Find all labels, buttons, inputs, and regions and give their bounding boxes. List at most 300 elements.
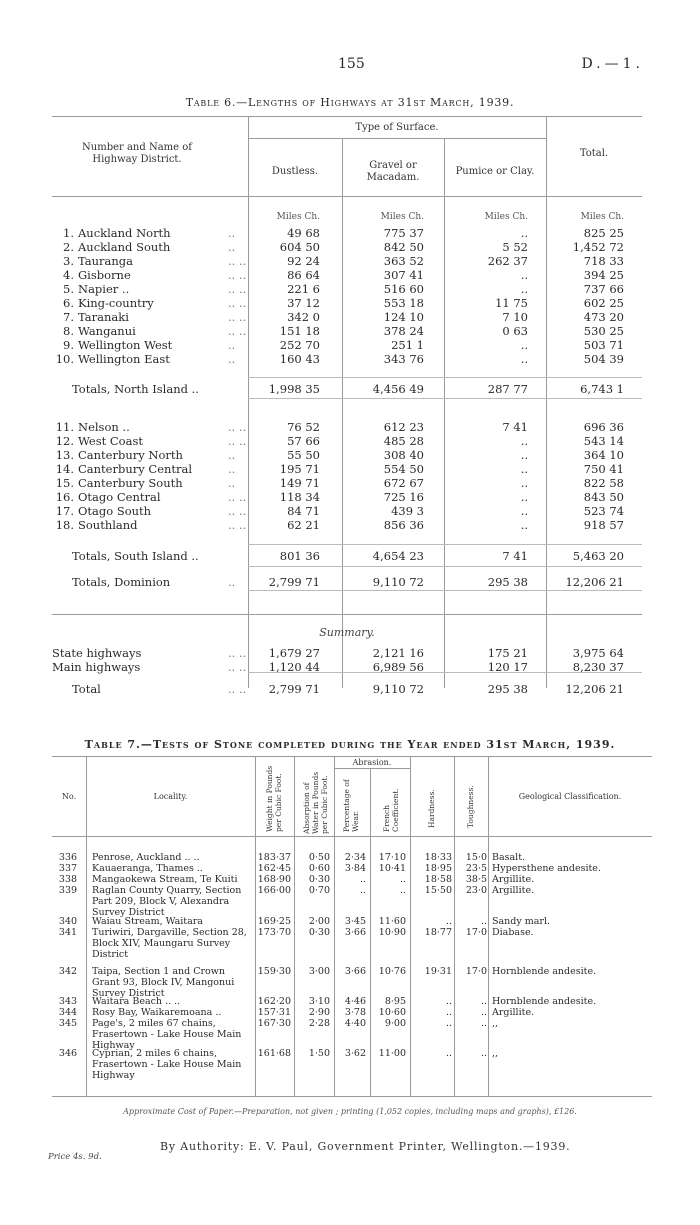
district-name bbox=[52, 282, 242, 296]
toughness-value: .. bbox=[480, 1018, 487, 1029]
total-value: 825 25 bbox=[583, 226, 624, 240]
weight-value: 161·68 bbox=[257, 1048, 291, 1059]
district-name bbox=[52, 240, 242, 254]
test-number: 344 bbox=[58, 1007, 78, 1018]
total-value: 12,206 21 bbox=[565, 575, 624, 589]
table6-row bbox=[52, 254, 642, 268]
district-label: Canterbury Central bbox=[78, 462, 193, 476]
locality: Turiwiri, Dargaville, Section 28, Block XIV, Maungaru Survey District bbox=[92, 927, 247, 960]
leader-dots: .. .. bbox=[228, 504, 247, 518]
weight-header: Weight in Pounds per Cubic Foot. bbox=[265, 765, 283, 832]
total-value: 602 25 bbox=[583, 296, 624, 310]
table6-row bbox=[52, 282, 642, 296]
locality: Penrose, Auckland .. .. bbox=[92, 852, 200, 863]
gravel-value: 612 23 bbox=[383, 420, 424, 434]
district-label: Totals, North Island .. bbox=[72, 382, 199, 396]
geological-header: Geological Classification. bbox=[518, 792, 622, 801]
leader-dots: .. bbox=[228, 462, 236, 476]
gravel-value: 672 67 bbox=[383, 476, 424, 490]
pumice-value: 295 38 bbox=[487, 682, 528, 696]
table6-row bbox=[52, 575, 642, 589]
geological-classification: Hornblende andesite. bbox=[492, 996, 597, 1007]
pumice-value: 7 10 bbox=[502, 310, 528, 324]
gravel-value: 856 36 bbox=[383, 518, 424, 532]
french-coefficient-value: 9·00 bbox=[384, 1018, 406, 1029]
dustless-value: 55 50 bbox=[287, 448, 320, 462]
dustless-header: Dustless. bbox=[271, 166, 319, 177]
gravel-value: 307 41 bbox=[383, 268, 424, 282]
leader-dots: .. .. bbox=[228, 434, 247, 448]
district-label: Wellington East bbox=[78, 352, 170, 366]
district-number: 5. bbox=[63, 282, 74, 296]
gravel-value: 4,456 49 bbox=[372, 382, 424, 396]
district-name bbox=[52, 448, 242, 462]
pumice-value: .. bbox=[520, 338, 528, 352]
leader-dots: .. .. bbox=[228, 310, 247, 324]
leader-dots: .. bbox=[228, 476, 236, 490]
district-number: 12. bbox=[55, 434, 74, 448]
dustless-value: 1,679 27 bbox=[268, 646, 320, 660]
table6-row bbox=[52, 462, 642, 476]
total-value: 504 39 bbox=[583, 352, 624, 366]
pumice-value: .. bbox=[520, 504, 528, 518]
absorption-header: Absorption of Water in Pounds per Cubic Foot. bbox=[302, 771, 329, 834]
gravel-value: 439 3 bbox=[391, 504, 424, 518]
toughness-value: .. bbox=[480, 916, 487, 927]
district-label: Wanganui bbox=[78, 324, 136, 338]
leader-dots: .. .. bbox=[228, 282, 247, 296]
abrasion-header: Abrasion. bbox=[352, 758, 392, 767]
dustless-value: 2,799 71 bbox=[268, 575, 320, 589]
district-number: 18. bbox=[55, 518, 74, 532]
pumice-value: 262 37 bbox=[487, 254, 528, 268]
geological-classification: Sandy marl. bbox=[492, 916, 551, 927]
dustless-value: 1,998 35 bbox=[268, 382, 320, 396]
locality: Page's, 2 miles 67 chains, Frasertown - Lake House Main Highway bbox=[92, 1018, 242, 1051]
leader-dots: .. .. bbox=[228, 682, 247, 696]
weight-value: 166·00 bbox=[257, 885, 291, 896]
district-label: Tauranga bbox=[78, 254, 134, 268]
leader-dots: .. bbox=[228, 240, 236, 254]
test-number: 341 bbox=[58, 927, 78, 938]
pumice-value: .. bbox=[520, 226, 528, 240]
district-name bbox=[52, 504, 242, 518]
wear-value: 4·40 bbox=[344, 1018, 366, 1029]
district-number: 11. bbox=[55, 420, 74, 434]
page-header bbox=[0, 56, 700, 76]
gravel-value: 775 37 bbox=[383, 226, 424, 240]
gravel-value: 9,110 72 bbox=[372, 575, 424, 589]
leader-dots: .. bbox=[228, 448, 236, 462]
total-value: 6,743 1 bbox=[580, 382, 624, 396]
weight-value: 159·30 bbox=[257, 966, 291, 977]
district-number: 13. bbox=[55, 448, 74, 462]
type-of-surface-header: Type of Surface. bbox=[355, 122, 439, 133]
absorption-value: 0·30 bbox=[308, 874, 330, 885]
absorption-value: 1·50 bbox=[308, 1048, 330, 1059]
toughness-value: 17·0 bbox=[465, 927, 487, 938]
district-number: 8. bbox=[63, 324, 74, 338]
dustless-value: 84 71 bbox=[287, 504, 320, 518]
total-value: 718 33 bbox=[583, 254, 624, 268]
gravel-value: 2,121 16 bbox=[372, 646, 424, 660]
total-value: 503 71 bbox=[583, 338, 624, 352]
table6-row bbox=[52, 226, 642, 240]
units-total: Miles Ch. bbox=[580, 212, 624, 222]
wear-value: 4·46 bbox=[344, 996, 366, 1007]
table6-row bbox=[52, 352, 642, 366]
table6-row bbox=[52, 448, 642, 462]
table6-title: Table 6.—Lengths of Highways at 31st March, 1939. bbox=[185, 96, 515, 109]
dustless-value: 160 43 bbox=[279, 352, 320, 366]
french-coefficient-value: .. bbox=[399, 885, 406, 896]
hardness-value: 18·33 bbox=[424, 852, 452, 863]
units-pumice: Miles Ch. bbox=[484, 212, 528, 222]
total-value: 5,463 20 bbox=[572, 549, 624, 563]
authority-line: By Authority: E. V. Paul, Government Printer, Wellington.—1939. bbox=[160, 1140, 571, 1153]
leader-dots: .. .. bbox=[228, 646, 247, 660]
gravel-value: 363 52 bbox=[383, 254, 424, 268]
district-number: 4. bbox=[63, 268, 74, 282]
pumice-value: .. bbox=[520, 490, 528, 504]
footnote: Approximate Cost of Paper.—Preparation, not given ; printing (1,052 copies, including maps and graphs), £126. bbox=[123, 1107, 577, 1116]
district-number: 16. bbox=[55, 490, 74, 504]
toughness-value: 15·0 bbox=[465, 852, 487, 863]
french-coefficient-value: 8·95 bbox=[384, 996, 406, 1007]
geological-classification: Hypersthene andesite. bbox=[492, 863, 601, 874]
table6-row bbox=[52, 296, 642, 310]
locality: Kauaeranga, Thames .. bbox=[92, 863, 203, 874]
geological-classification: Diabase. bbox=[492, 927, 534, 938]
total-value: 696 36 bbox=[583, 420, 624, 434]
weight-value: 173·70 bbox=[257, 927, 291, 938]
district-label: Napier .. bbox=[78, 282, 130, 296]
dustless-value: 801 36 bbox=[279, 549, 320, 563]
district-label: Totals, Dominion bbox=[72, 575, 171, 589]
table6-row bbox=[52, 682, 642, 696]
dustless-value: 221 6 bbox=[287, 282, 320, 296]
district-name bbox=[52, 646, 242, 660]
table6-row bbox=[52, 268, 642, 282]
district-label: Auckland North bbox=[78, 226, 171, 240]
dustless-value: 149 71 bbox=[279, 476, 320, 490]
table6-row bbox=[52, 518, 642, 532]
toughness-value: 23·0 bbox=[465, 885, 487, 896]
test-number: 336 bbox=[58, 852, 78, 863]
district-number: 1. bbox=[63, 226, 74, 240]
test-number: 340 bbox=[58, 916, 78, 927]
table6-row bbox=[52, 310, 642, 324]
locality: Raglan County Quarry, Section Part 209, Block V, Alexandra Survey District bbox=[92, 885, 242, 918]
total-value: 543 14 bbox=[583, 434, 624, 448]
total-value: 750 41 bbox=[583, 462, 624, 476]
leader-dots: .. .. bbox=[228, 660, 247, 674]
gravel-value: 4,654 23 bbox=[372, 549, 424, 563]
gravel-value: 516 60 bbox=[383, 282, 424, 296]
total-value: 918 57 bbox=[583, 518, 624, 532]
pumice-header: Pumice or Clay. bbox=[455, 166, 535, 177]
gravel-value: 378 24 bbox=[383, 324, 424, 338]
district-name bbox=[52, 549, 262, 563]
french-coefficient-value: 11·00 bbox=[378, 1048, 406, 1059]
district-number: 3. bbox=[63, 254, 74, 268]
absorption-value: 2·90 bbox=[308, 1007, 330, 1018]
leader-dots: .. .. bbox=[228, 324, 247, 338]
district-number: 14. bbox=[55, 462, 74, 476]
table6-row bbox=[52, 338, 642, 352]
pumice-value: .. bbox=[520, 518, 528, 532]
gravel-header: Gravel or Macadam. bbox=[366, 160, 420, 183]
toughness-value: 17·0 bbox=[465, 966, 487, 977]
wear-value: 3·45 bbox=[344, 916, 366, 927]
table6-row bbox=[52, 504, 642, 518]
gravel-value: 124 10 bbox=[383, 310, 424, 324]
absorption-value: 0·50 bbox=[308, 852, 330, 863]
total-value: 3,975 64 bbox=[572, 646, 624, 660]
dustless-value: 151 18 bbox=[279, 324, 320, 338]
dustless-value: 92 24 bbox=[287, 254, 320, 268]
gravel-value: 9,110 72 bbox=[372, 682, 424, 696]
leader-dots: .. bbox=[228, 226, 236, 240]
absorption-value: 2·00 bbox=[308, 916, 330, 927]
summary-title: Summary. bbox=[319, 626, 375, 639]
hardness-value: 18·77 bbox=[424, 927, 452, 938]
dustless-value: 62 21 bbox=[287, 518, 320, 532]
units-gravel: Miles Ch. bbox=[380, 212, 424, 222]
district-label: Canterbury South bbox=[78, 476, 183, 490]
hardness-value: 15·50 bbox=[424, 885, 452, 896]
hardness-value: .. bbox=[445, 1048, 452, 1059]
district-name bbox=[52, 518, 242, 532]
wear-value: 3·84 bbox=[344, 863, 366, 874]
gravel-value: 553 18 bbox=[383, 296, 424, 310]
district-name bbox=[52, 476, 242, 490]
wear-value: .. bbox=[359, 885, 366, 896]
toughness-header: Toughness. bbox=[466, 785, 475, 828]
toughness-value: 23·5 bbox=[465, 863, 487, 874]
total-value: 530 25 bbox=[583, 324, 624, 338]
district-name bbox=[52, 226, 242, 240]
gravel-value: 308 40 bbox=[383, 448, 424, 462]
gravel-value: 485 28 bbox=[383, 434, 424, 448]
hardness-value: .. bbox=[445, 1018, 452, 1029]
district-label: West Coast bbox=[78, 434, 143, 448]
weight-value: 183·37 bbox=[257, 852, 291, 863]
french-coefficient-value: 10·41 bbox=[378, 863, 406, 874]
pumice-value: .. bbox=[520, 352, 528, 366]
pumice-value: 287 77 bbox=[487, 382, 528, 396]
absorption-value: 2·28 bbox=[308, 1018, 330, 1029]
units-dustless: Miles Ch. bbox=[276, 212, 320, 222]
pumice-value: .. bbox=[520, 462, 528, 476]
wear-value: 3·62 bbox=[344, 1048, 366, 1059]
district-label: Southland bbox=[78, 518, 138, 532]
toughness-value: .. bbox=[480, 1007, 487, 1018]
pumice-value: .. bbox=[520, 448, 528, 462]
table6-row bbox=[52, 549, 642, 563]
absorption-value: 3·00 bbox=[308, 966, 330, 977]
district-label: Gisborne bbox=[78, 268, 131, 282]
hardness-header: Hardness. bbox=[427, 789, 436, 828]
hardness-value: 18·58 bbox=[424, 874, 452, 885]
district-label: Main highways bbox=[52, 660, 141, 674]
geological-classification: Argillite. bbox=[492, 874, 535, 885]
district-name bbox=[52, 660, 242, 674]
total-value: 12,206 21 bbox=[565, 682, 624, 696]
hardness-value: 19·31 bbox=[424, 966, 452, 977]
absorption-value: 0·30 bbox=[308, 927, 330, 938]
district-label: Auckland South bbox=[78, 240, 171, 254]
weight-value: 157·31 bbox=[257, 1007, 291, 1018]
district-number: 9. bbox=[63, 338, 74, 352]
district-column-header: Number and Name of Highway District. bbox=[82, 142, 192, 165]
weight-value: 167·30 bbox=[257, 1018, 291, 1029]
test-number: 346 bbox=[58, 1048, 78, 1059]
leader-dots: .. bbox=[228, 338, 236, 352]
french-coefficient-value: 17·10 bbox=[378, 852, 406, 863]
pumice-value: 0 63 bbox=[502, 324, 528, 338]
pumice-value: 7 41 bbox=[502, 420, 528, 434]
table6-row bbox=[52, 434, 642, 448]
pumice-value: 11 75 bbox=[495, 296, 528, 310]
district-name bbox=[52, 462, 242, 476]
french-coefficient-value: 10·76 bbox=[378, 966, 406, 977]
test-number: 342 bbox=[58, 966, 78, 977]
total-value: 523 74 bbox=[583, 504, 624, 518]
district-name bbox=[52, 310, 242, 324]
dustless-value: 76 52 bbox=[287, 420, 320, 434]
weight-value: 162·20 bbox=[257, 996, 291, 1007]
locality: Mangaokewa Stream, Te Kuiti bbox=[92, 874, 238, 885]
table6-row bbox=[52, 490, 642, 504]
district-number: 17. bbox=[55, 504, 74, 518]
absorption-value: 0·60 bbox=[308, 863, 330, 874]
hardness-value: 18·95 bbox=[424, 863, 452, 874]
pumice-value: 175 21 bbox=[487, 646, 528, 660]
district-number: 6. bbox=[63, 296, 74, 310]
district-label: Total bbox=[72, 682, 101, 696]
dustless-value: 1,120 44 bbox=[268, 660, 320, 674]
table6-row bbox=[52, 324, 642, 338]
absorption-value: 3·10 bbox=[308, 996, 330, 1007]
geological-classification: Hornblende andesite. bbox=[492, 966, 597, 977]
dustless-value: 37 12 bbox=[287, 296, 320, 310]
district-number: 10. bbox=[55, 352, 74, 366]
table6-row bbox=[52, 660, 642, 674]
table6-row bbox=[52, 476, 642, 490]
french-coefficient-value: .. bbox=[399, 874, 406, 885]
hardness-value: .. bbox=[445, 996, 452, 1007]
absorption-value: 0·70 bbox=[308, 885, 330, 896]
district-label: Otago South bbox=[78, 504, 152, 518]
percentage-wear-header: Percentage of Wear. bbox=[342, 779, 360, 832]
toughness-value: 38·5 bbox=[465, 874, 487, 885]
district-name bbox=[52, 420, 242, 434]
test-number: 345 bbox=[58, 1018, 78, 1029]
table6-row bbox=[52, 420, 642, 434]
leader-dots: .. bbox=[228, 352, 236, 366]
pumice-value: .. bbox=[520, 476, 528, 490]
gravel-value: 251 1 bbox=[391, 338, 424, 352]
locality: Cyprian, 2 miles 6 chains, Frasertown - Lake House Main Highway bbox=[92, 1048, 242, 1081]
locality: Waitara Beach .. .. bbox=[92, 996, 181, 1007]
dustless-value: 252 70 bbox=[279, 338, 320, 352]
table6-row bbox=[52, 646, 642, 660]
total-value: 1,452 72 bbox=[572, 240, 624, 254]
dustless-value: 342 0 bbox=[287, 310, 320, 324]
page-reference: D.—1. bbox=[581, 56, 644, 72]
district-name bbox=[52, 382, 262, 396]
district-name bbox=[52, 324, 242, 338]
test-number: 339 bbox=[58, 885, 78, 896]
geological-classification: ,, bbox=[492, 1018, 499, 1029]
dustless-value: 86 64 bbox=[287, 268, 320, 282]
total-value: 737 66 bbox=[583, 282, 624, 296]
table6-row bbox=[52, 240, 642, 254]
geological-classification: Basalt. bbox=[492, 852, 526, 863]
pumice-value: 7 41 bbox=[502, 549, 528, 563]
dustless-value: 57 66 bbox=[287, 434, 320, 448]
district-name bbox=[52, 490, 242, 504]
district-name bbox=[52, 296, 242, 310]
district-label: State highways bbox=[52, 646, 142, 660]
wear-value: 3·78 bbox=[344, 1007, 366, 1018]
price-note: Price 4s. 9d. bbox=[48, 1152, 102, 1162]
french-coefficient-header: French Coefficient. bbox=[382, 788, 400, 832]
district-name bbox=[52, 338, 242, 352]
locality: Taipa, Section 1 and Crown Grant 93, Block IV, Mangonui Survey District bbox=[92, 966, 235, 999]
gravel-value: 554 50 bbox=[383, 462, 424, 476]
geological-classification: Argillite. bbox=[492, 885, 535, 896]
test-number: 338 bbox=[58, 874, 78, 885]
gravel-value: 343 76 bbox=[383, 352, 424, 366]
locality: Rosy Bay, Waikaremoana .. bbox=[92, 1007, 222, 1018]
gravel-value: 6,989 56 bbox=[372, 660, 424, 674]
district-name bbox=[52, 268, 242, 282]
weight-value: 168·90 bbox=[257, 874, 291, 885]
french-coefficient-value: 10·60 bbox=[378, 1007, 406, 1018]
geological-classification: ,, bbox=[492, 1048, 499, 1059]
table6-row bbox=[52, 382, 642, 396]
dustless-value: 2,799 71 bbox=[268, 682, 320, 696]
total-value: 473 20 bbox=[583, 310, 624, 324]
pumice-value: .. bbox=[520, 282, 528, 296]
district-number: 2. bbox=[63, 240, 74, 254]
total-value: 822 58 bbox=[583, 476, 624, 490]
wear-value: 3·66 bbox=[344, 927, 366, 938]
leader-dots: .. .. bbox=[228, 420, 247, 434]
dustless-value: 604 50 bbox=[279, 240, 320, 254]
weight-value: 169·25 bbox=[257, 916, 291, 927]
total-header: Total. bbox=[579, 148, 609, 159]
leader-dots: .. .. bbox=[228, 518, 247, 532]
district-label: Canterbury North bbox=[78, 448, 183, 462]
table7-title: Table 7.—Tests of Stone completed during the Year ended 31st March, 1939. bbox=[84, 738, 616, 751]
dustless-value: 195 71 bbox=[279, 462, 320, 476]
district-label: Totals, South Island .. bbox=[72, 549, 199, 563]
pumice-value: 120 17 bbox=[487, 660, 528, 674]
pumice-value: 295 38 bbox=[487, 575, 528, 589]
hardness-value: .. bbox=[445, 1007, 452, 1018]
toughness-value: .. bbox=[480, 1048, 487, 1059]
district-number: 15. bbox=[55, 476, 74, 490]
leader-dots: .. .. bbox=[228, 490, 247, 504]
total-value: 8,230 37 bbox=[572, 660, 624, 674]
dustless-value: 118 34 bbox=[279, 490, 320, 504]
gravel-value: 725 16 bbox=[383, 490, 424, 504]
wear-value: 3·66 bbox=[344, 966, 366, 977]
district-label: Nelson .. bbox=[78, 420, 130, 434]
